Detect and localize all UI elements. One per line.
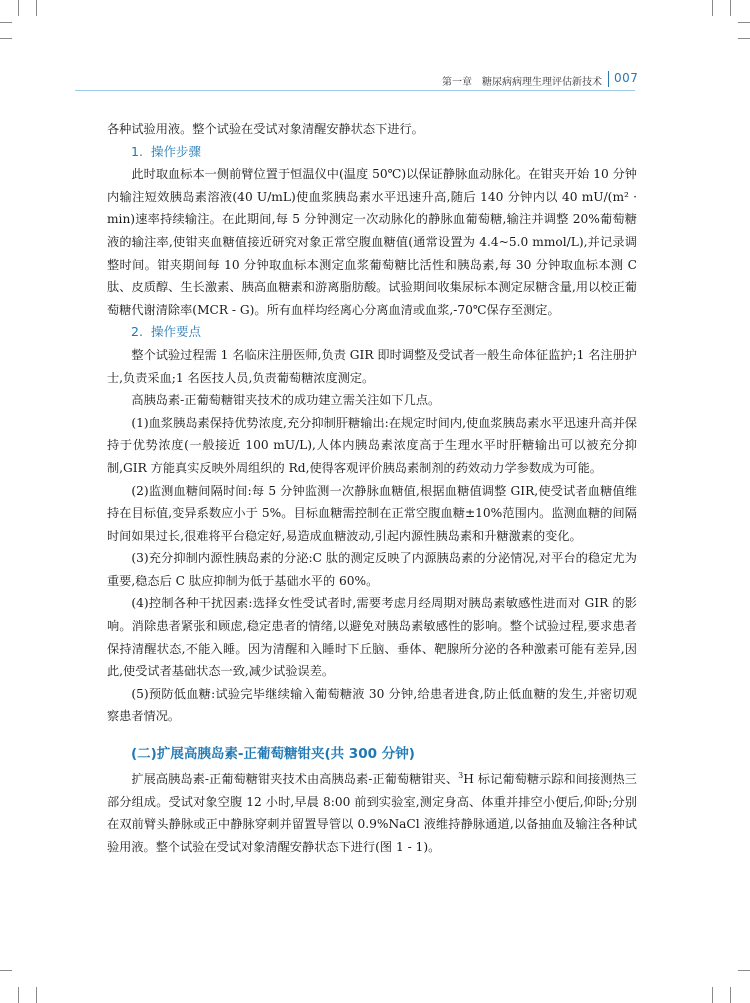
crop-mark-top-right-v (712, 0, 713, 16)
subheading-key-points-title: 操作要点 (150, 324, 201, 340)
paragraph-staff: 整个试验过程需 1 名临床注册医师,负责 GIR 即时调整及受试者一般生命体征监护;1 名注册护士,负责采血;1 名医技人员,负责葡萄糖浓度测定。 (107, 347, 637, 385)
header-rule (75, 90, 635, 91)
crop-mark-bottom-right-h (738, 970, 750, 971)
subheading-key-points (131, 321, 637, 344)
subheading-steps (131, 141, 637, 164)
section-heading-extended-clamp: (二)扩展高胰岛素-正葡萄糖钳夹(共 300 分钟) (131, 746, 415, 763)
crop-mark-top-right-v2 (730, 0, 731, 16)
subheading-key-points-number: 2. (131, 324, 143, 340)
paragraph-point-1: (1)血浆胰岛素保持优势浓度,充分抑制肝糖输出:在规定时间内,使血浆胰岛素水平迅速升高并保持于优势浓度(一般接近 100 mU/L),人体内胰岛素浓度高于生理水平时肝糖输出可以被充分抑制,GIR 方能真实反映外周组织的 Rd,使得客观评价胰岛素制剂的药效动力学参数成为可能。 (107, 415, 637, 475)
paragraph-point-5: (5)预防低血糖:试验完毕继续输入葡萄糖液 30 分钟,给患者进食,防止低血糖的发生,并密切观察患者情况。 (107, 686, 637, 724)
paragraph-point-2: (2)监测血糖间隔时间:每 5 分钟监测一次静脉血糖值,根据血糖值调整 GIR,使受试者血糖值维持在目标值,变异系数应小于 5%。目标血糖需控制在正常空腹血糖±10%范围内。监测血糖的间隔时间如果过长,很难将平台稳定好,易造成血糖波动,引起内源性胰岛素和升糖激素的变化。 (107, 483, 637, 543)
running-header-chapter: 第一章 糖尿病病理生理评估新技术 (442, 77, 602, 88)
subheading-steps-title: 操作步骤 (150, 143, 201, 159)
crop-mark-top-right-h2 (738, 38, 750, 39)
crop-mark-top-left-v (18, 0, 19, 16)
paragraph-intro: 各种试验用液。整个试验在受试对象清醒安静状态下进行。 (107, 122, 424, 136)
paragraph-point-3: (3)充分抑制内源性胰岛素的分泌:C 肽的测定反映了内源胰岛素的分泌情况,对平台的稳定尤为重要,稳态后 C 肽应抑制为低于基础水平的 60%。 (107, 551, 637, 588)
page-number: 007 (614, 71, 639, 85)
subheading-steps-number: 1. (131, 143, 143, 159)
superscript-3: 3 (458, 770, 464, 780)
header-divider (608, 71, 609, 87)
paragraph-steps: 此时取血标本一侧前臂位置于恒温仪中(温度 50℃)以保证静脉血动脉化。在钳夹开始 10 分钟内输注短效胰岛素溶液(40 U/mL)使血浆胰岛素水平迅速升高,随后 140 分钟内以 40 mU/(m² · min)速率持续输注。在此期间,每 5 分钟测定一次动脉化的静脉血葡萄糖,输注并调整 20%葡萄糖液的输注率,使钳夹血糖值接近研究对象正常空腹血糖值(通常设置为 4.4~5.0 mmol/L),并记录调整时间。钳夹期间每 10 分钟取血标本测定血浆葡萄糖比活性和胰岛素,每 30 分钟取血标本测 C 肽、皮质醇、生长激素、胰高血糖素和游离脂肪酸。试验期间收集尿标本测定尿糖含量,用以校正葡萄糖代谢清除率(MCR - G)。所有血样均经离心分离血清或血浆,-70℃保存至测定。 (107, 167, 637, 317)
crop-mark-top-left-v2 (36, 0, 37, 16)
paragraph-extended-clamp (107, 768, 637, 858)
crop-mark-bottom-left-v2 (36, 987, 37, 1003)
paragraph-point-4: (4)控制各种干扰因素:选择女性受试者时,需要考虑月经周期对胰岛素敏感性进而对 GIR 的影响。消除患者紧张和顾虑,稳定患者的情绪,以避免对胰岛素敏感性的影响。整个试验过程,要求患者保持清醒状态,不能入睡。因为清醒和入睡时下丘脑、垂体、靶腺所分泌的各种激素可能有差异,因此,使受试者基础状态一致,减少试验误差。 (107, 596, 637, 679)
crop-mark-bottom-right-v2 (730, 987, 731, 1003)
crop-mark-bottom-left-h (0, 970, 12, 971)
crop-mark-bottom-right-v (712, 987, 713, 1003)
crop-mark-bottom-left-v (18, 987, 19, 1003)
crop-mark-top-right-h (738, 22, 750, 23)
paragraph-extended-text-2: H 标记葡萄糖示踪和间接测热三部分组成。受试对象空腹 12 小时,早晨 8:00 前到实验室,测定身高、体重并排空小便后,仰卧;分别在双前臂头静脉或正中静脉穿刺并留置导管以 0.9%NaCl 液维持静脉通道,以备抽血及输注各种试验用液。整个试验在受试对象清醒安静状态下进行(图 1 - 1)。 (107, 772, 637, 854)
page-body (107, 118, 637, 858)
paragraph-extended-text-1: 扩展高胰岛素-正葡萄糖钳夹技术由高胰岛素-正葡萄糖钳夹、 (131, 772, 459, 787)
crop-mark-top-left-h2 (0, 38, 12, 39)
paragraph-points-intro: 高胰岛素-正葡萄糖钳夹技术的成功建立需关注如下几点。 (131, 393, 441, 408)
crop-mark-top-left-h (0, 22, 12, 23)
